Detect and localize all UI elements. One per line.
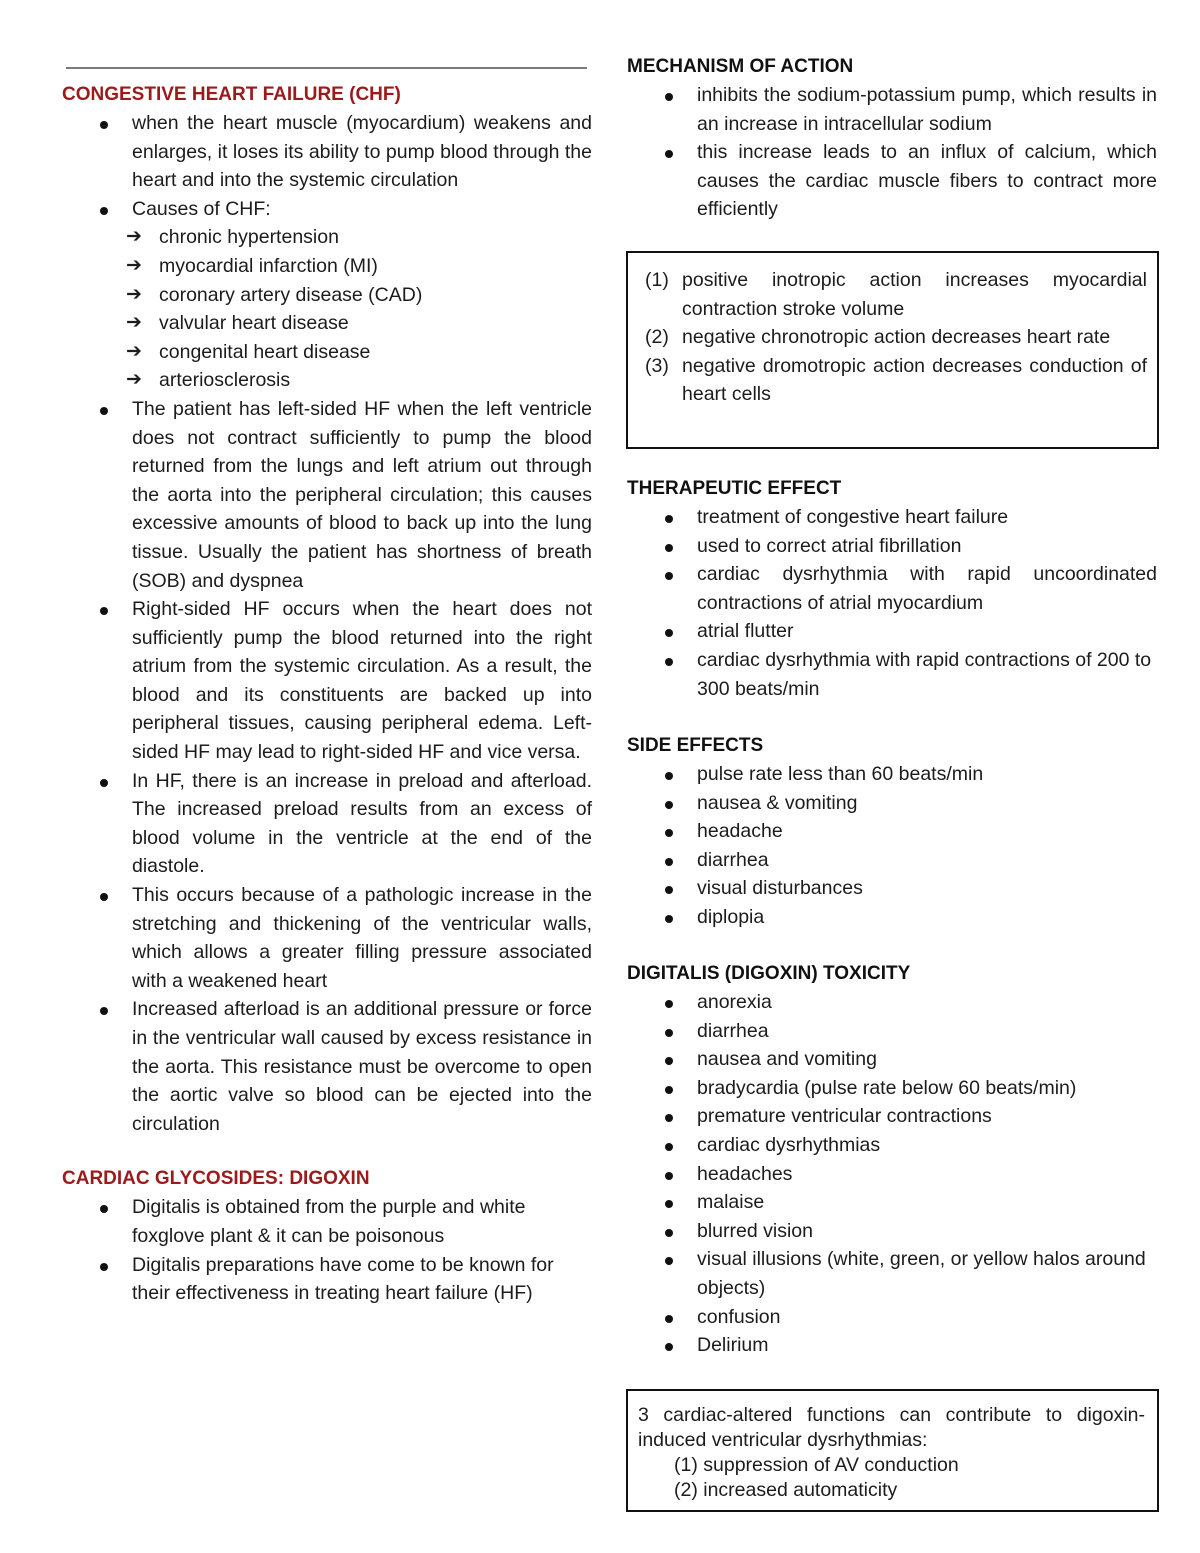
list-item: used to correct atrial fibrillation bbox=[627, 532, 1157, 561]
bullet-icon bbox=[665, 1029, 673, 1037]
list-item: treatment of congestive heart failure bbox=[627, 503, 1157, 532]
bullet-icon bbox=[665, 1172, 673, 1180]
therapeutic-heading: THERAPEUTIC EFFECT bbox=[627, 478, 842, 499]
left-column bbox=[62, 0, 590, 1308]
bullet-icon bbox=[665, 801, 673, 809]
list-item: (3) negative dromotropic action decreases conduction of heart cells bbox=[645, 354, 1147, 406]
actions-box bbox=[626, 251, 1159, 449]
list-item: diarrhea bbox=[627, 846, 1157, 875]
side-effects-heading: SIDE EFFECTS bbox=[627, 735, 764, 756]
list-item: cardiac dysrhythmias bbox=[627, 1131, 1157, 1160]
side-effects-list bbox=[627, 760, 1157, 932]
list-item: Causes of CHF: bbox=[62, 195, 592, 224]
bullet-icon bbox=[665, 1000, 673, 1008]
arrow-icon: ➔ bbox=[126, 254, 142, 276]
list-item: visual illusions (white, green, or yellow halos around objects) bbox=[627, 1245, 1157, 1302]
list-item: Digitalis preparations have come to be known for their effectiveness in treating heart failure (HF) bbox=[62, 1251, 590, 1308]
bullet-icon bbox=[665, 1086, 673, 1094]
bullet-icon bbox=[665, 658, 673, 666]
bullet-icon bbox=[665, 886, 673, 894]
actions-list bbox=[628, 253, 1157, 409]
bullet-icon bbox=[665, 515, 673, 523]
list-item: ➔ chronic hypertension bbox=[62, 223, 590, 252]
list-item: cardiac dysrhythmia with rapid contractions of 200 to 300 beats/min bbox=[627, 646, 1157, 703]
list-item: when the heart muscle (myocardium) weakens and enlarges, it loses its ability to pump blood through the heart and into the systemic circulation bbox=[62, 109, 592, 195]
list-item: ➔ arteriosclerosis bbox=[62, 366, 590, 395]
list-item: cardiac dysrhythmia with rapid uncoordinated contractions of atrial myocardium bbox=[627, 560, 1157, 617]
bullet-icon bbox=[665, 1143, 673, 1151]
arrow-icon: ➔ bbox=[126, 340, 142, 362]
therapeutic-list bbox=[627, 503, 1157, 703]
moa-list bbox=[627, 81, 1157, 224]
bullet-icon bbox=[100, 893, 108, 901]
bullet-icon bbox=[665, 1057, 673, 1065]
list-item: nausea & vomiting bbox=[627, 789, 1157, 818]
arrow-icon: ➔ bbox=[126, 283, 142, 305]
dysrhythmia-box bbox=[626, 1389, 1159, 1512]
bullet-icon bbox=[100, 1263, 108, 1271]
bullet-icon bbox=[665, 915, 673, 923]
list-item: blurred vision bbox=[627, 1217, 1157, 1246]
list-item: (1) positive inotropic action increases myocardial contraction stroke volume bbox=[645, 269, 1147, 320]
list-item: inhibits the sodium-potassium pump, which results in an increase in intracellular sodium bbox=[627, 81, 1157, 138]
bullet-icon bbox=[665, 1200, 673, 1208]
list-item: The patient has left-sided HF when the left ventricle does not contract sufficiently to pump the blood returned from the lungs and left atrium out through the aorta into the peripheral circulation; this causes excessive amounts of blood to back up into the lung tissue. Usually the patient has shortness of breath (SOB) and dyspnea bbox=[62, 395, 592, 595]
bullet-icon bbox=[100, 121, 108, 129]
list-item: malaise bbox=[627, 1188, 1157, 1217]
glycosides-list bbox=[62, 1193, 590, 1307]
list-item: This occurs because of a pathologic increase in the stretching and thickening of the ventricular walls, which allows a greater filling pressure associated with a weakened heart bbox=[62, 881, 592, 995]
bullet-icon bbox=[665, 858, 673, 866]
list-item: Delirium bbox=[627, 1331, 1157, 1360]
bullet-icon bbox=[665, 1315, 673, 1323]
list-item: headache bbox=[627, 817, 1157, 846]
toxicity-list bbox=[627, 988, 1157, 1360]
list-item: diplopia bbox=[627, 903, 1157, 932]
bullet-icon bbox=[665, 572, 673, 580]
arrow-icon: ➔ bbox=[126, 369, 142, 391]
chf-heading: CONGESTIVE HEART FAILURE (CHF) bbox=[62, 84, 401, 105]
list-item: nausea and vomiting bbox=[627, 1045, 1157, 1074]
list-item: In HF, there is an increase in preload and afterload. The increased preload results from an excess of blood volume in the ventricle at the end of the diastole. bbox=[62, 767, 592, 881]
list-item: ➔ myocardial infarction (MI) bbox=[62, 252, 590, 281]
bullet-icon bbox=[665, 93, 673, 101]
list-item: (1) suppression of AV conduction bbox=[674, 1454, 959, 1476]
list-item: anorexia bbox=[627, 988, 1157, 1017]
list-item: premature ventricular contractions bbox=[627, 1102, 1157, 1131]
list-item: ➔ coronary artery disease (CAD) bbox=[62, 281, 590, 310]
bullet-icon bbox=[665, 150, 673, 158]
list-item: atrial flutter bbox=[627, 617, 1157, 646]
bullet-icon bbox=[100, 779, 108, 787]
bullet-icon bbox=[100, 1205, 108, 1213]
chf-list-2 bbox=[62, 395, 592, 1138]
glycosides-heading: CARDIAC GLYCOSIDES: DIGOXIN bbox=[62, 1168, 370, 1190]
bullet-icon bbox=[100, 407, 108, 415]
list-item: ➔ congenital heart disease bbox=[62, 338, 590, 367]
list-item: pulse rate less than 60 beats/min bbox=[627, 760, 1157, 789]
moa-heading: MECHANISM OF ACTION bbox=[627, 56, 854, 77]
list-item: headaches bbox=[627, 1160, 1157, 1189]
bullet-icon bbox=[100, 607, 108, 615]
arrow-icon: ➔ bbox=[126, 226, 142, 248]
arrow-icon: ➔ bbox=[126, 312, 142, 334]
bullet-icon bbox=[665, 544, 673, 552]
list-item: bradycardia (pulse rate below 60 beats/min) bbox=[627, 1074, 1157, 1103]
list-item: Increased afterload is an additional pressure or force in the ventricular wall caused by excess resistance in the aorta. This resistance must be overcome to open the aortic valve so blood can be ejected into the circulation bbox=[62, 995, 592, 1138]
bullet-icon bbox=[665, 772, 673, 780]
dysrhythmia-list bbox=[628, 1453, 1157, 1503]
list-item: diarrhea bbox=[627, 1017, 1157, 1046]
bullet-icon bbox=[665, 829, 673, 837]
list-item: Right-sided HF occurs when the heart does not sufficiently pump the blood returned into the right atrium from the systemic circulation. As a result, the blood and its constituents are backed up into peripheral tissues, causing peripheral edema. Left-sided HF may lead to right-sided HF and vice versa. bbox=[62, 595, 592, 767]
bullet-icon bbox=[665, 1114, 673, 1122]
bullet-icon bbox=[665, 1343, 673, 1351]
chf-list bbox=[62, 109, 592, 223]
causes-list bbox=[62, 223, 590, 395]
list-item: this increase leads to an influx of calcium, which causes the cardiac muscle fibers to contract more efficiently bbox=[627, 138, 1157, 224]
list-item: ➔ valvular heart disease bbox=[62, 309, 590, 338]
list-item: Digitalis is obtained from the purple and white foxglove plant & it can be poisonous bbox=[62, 1193, 590, 1250]
bullet-icon bbox=[665, 1257, 673, 1265]
bullet-icon bbox=[100, 1007, 108, 1015]
bullet-icon bbox=[100, 207, 108, 215]
toxicity-heading: DIGITALIS (DIGOXIN) TOXICITY bbox=[627, 963, 911, 984]
bullet-icon bbox=[665, 1229, 673, 1237]
box-intro: 3 cardiac-altered functions can contribute to digoxin-induced ventricular dysrhythmias: bbox=[638, 1404, 1145, 1451]
list-item: confusion bbox=[627, 1303, 1157, 1332]
list-item: (2) increased automaticity bbox=[674, 1479, 898, 1501]
list-item: visual disturbances bbox=[627, 874, 1157, 903]
bullet-icon bbox=[665, 629, 673, 637]
list-item: (2) negative chronotropic action decreases heart rate bbox=[645, 326, 1111, 349]
